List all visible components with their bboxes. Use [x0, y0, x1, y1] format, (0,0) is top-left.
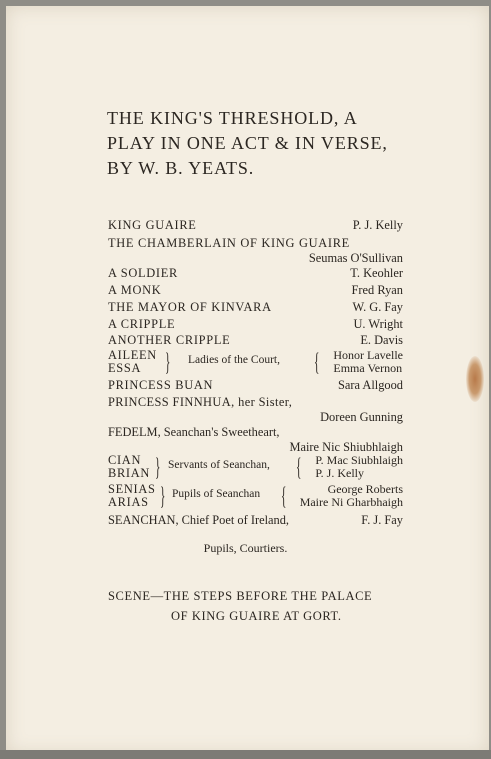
role-name: A SOLDIER [108, 266, 178, 280]
role-description: Pupils of Seanchan [172, 488, 261, 500]
actor-name: U. Wright [353, 317, 403, 331]
actor-group [333, 349, 403, 375]
scene-line-2: OF KING GUAIRE AT GORT. [171, 609, 342, 623]
actor-name: Doreen Gunning [320, 410, 403, 424]
fastener-mark [466, 356, 484, 402]
brace-right: } [155, 454, 161, 481]
role-name: KING GUAIRE [108, 218, 197, 232]
role-name: THE MAYOR OF KINVARA [108, 300, 272, 314]
title-line-3: BY W. B. YEATS. [107, 158, 255, 178]
role-name: AILEEN [108, 348, 157, 362]
actor-name: P. Mac Siubhlaigh [315, 453, 403, 467]
cast-row-mayor [108, 300, 403, 315]
role-name: A CRIPPLE [108, 317, 176, 331]
role-description: Servants of Seanchan, [168, 459, 270, 471]
role-name: FEDELM, Seanchan's Sweetheart, [108, 425, 280, 439]
actor-name: Fred Ryan [351, 283, 403, 297]
brace-right: } [165, 349, 171, 376]
actor-name: Honor Lavelle [333, 348, 403, 362]
actor-name: P. J. Kelly [315, 466, 365, 480]
brace-left: { [314, 349, 320, 376]
cast-row-another-cripple [108, 333, 403, 348]
extras-line: Pupils, Courtiers. [203, 541, 288, 555]
brace-left: { [281, 483, 287, 510]
cast-row-monk [108, 283, 403, 298]
play-title [107, 106, 427, 181]
role-name: ANOTHER CRIPPLE [108, 333, 231, 347]
cast-row-cripple [108, 317, 403, 332]
actor-name: W. G. Fay [352, 300, 403, 314]
cast-row-chamberlain [108, 236, 403, 266]
role-group [108, 349, 157, 375]
actor-group [300, 483, 403, 509]
actor-group [315, 454, 403, 480]
actor-name: Seumas O'Sullivan [308, 251, 403, 265]
actor-name: F. J. Fay [361, 513, 403, 527]
cast-row-princess-finnhua [108, 395, 403, 425]
cast-row-princess-buan [108, 378, 403, 393]
scene-line-1: SCENE—THE STEPS BEFORE THE PALACE [108, 589, 373, 603]
actor-name: Sara Allgood [337, 378, 403, 392]
cast-row-soldier [108, 266, 403, 281]
role-name: BRIAN [108, 466, 151, 480]
role-name: PRINCESS BUAN [108, 378, 214, 392]
actor-name: Maire Nic Shiubhlaigh [289, 440, 403, 454]
cast-row-seanchan [108, 513, 403, 528]
actor-name: E. Davis [360, 333, 403, 347]
role-name: A MONK [108, 283, 162, 297]
title-line-1: THE KING'S THRESHOLD, A [107, 108, 358, 128]
cast-row-fedelm [108, 425, 403, 455]
role-name: THE CHAMBERLAIN OF KING GUAIRE [108, 236, 350, 250]
role-name: CIAN [108, 453, 142, 467]
role-name: ARIAS [108, 495, 149, 509]
role-name: PRINCESS FINNHUA, her Sister, [108, 395, 293, 409]
page-bottom-edge [0, 750, 491, 759]
cast-row-king-guaire [108, 218, 403, 233]
cast-row-servants [108, 454, 403, 482]
actor-name: George Roberts [327, 482, 403, 496]
actor-name: T. Keohler [350, 266, 403, 280]
role-description: Ladies of the Court, [188, 354, 280, 366]
role-name: SEANCHAN, Chief Poet of Ireland, [108, 513, 290, 527]
cast-row-pupils [108, 483, 403, 511]
actor-name: Emma Vernon [333, 361, 403, 375]
actor-name: P. J. Kelly [352, 218, 403, 232]
brace-left: { [296, 454, 302, 481]
actor-name: Maire Ni Gharbhaigh [299, 495, 403, 509]
role-group [108, 454, 150, 480]
role-group [108, 483, 156, 509]
brace-right: } [160, 483, 166, 510]
role-name: ESSA [108, 361, 142, 375]
title-line-2: PLAY IN ONE ACT & IN VERSE, [107, 133, 388, 153]
cast-row-ladies [108, 349, 403, 377]
role-name: SENIAS [108, 482, 156, 496]
